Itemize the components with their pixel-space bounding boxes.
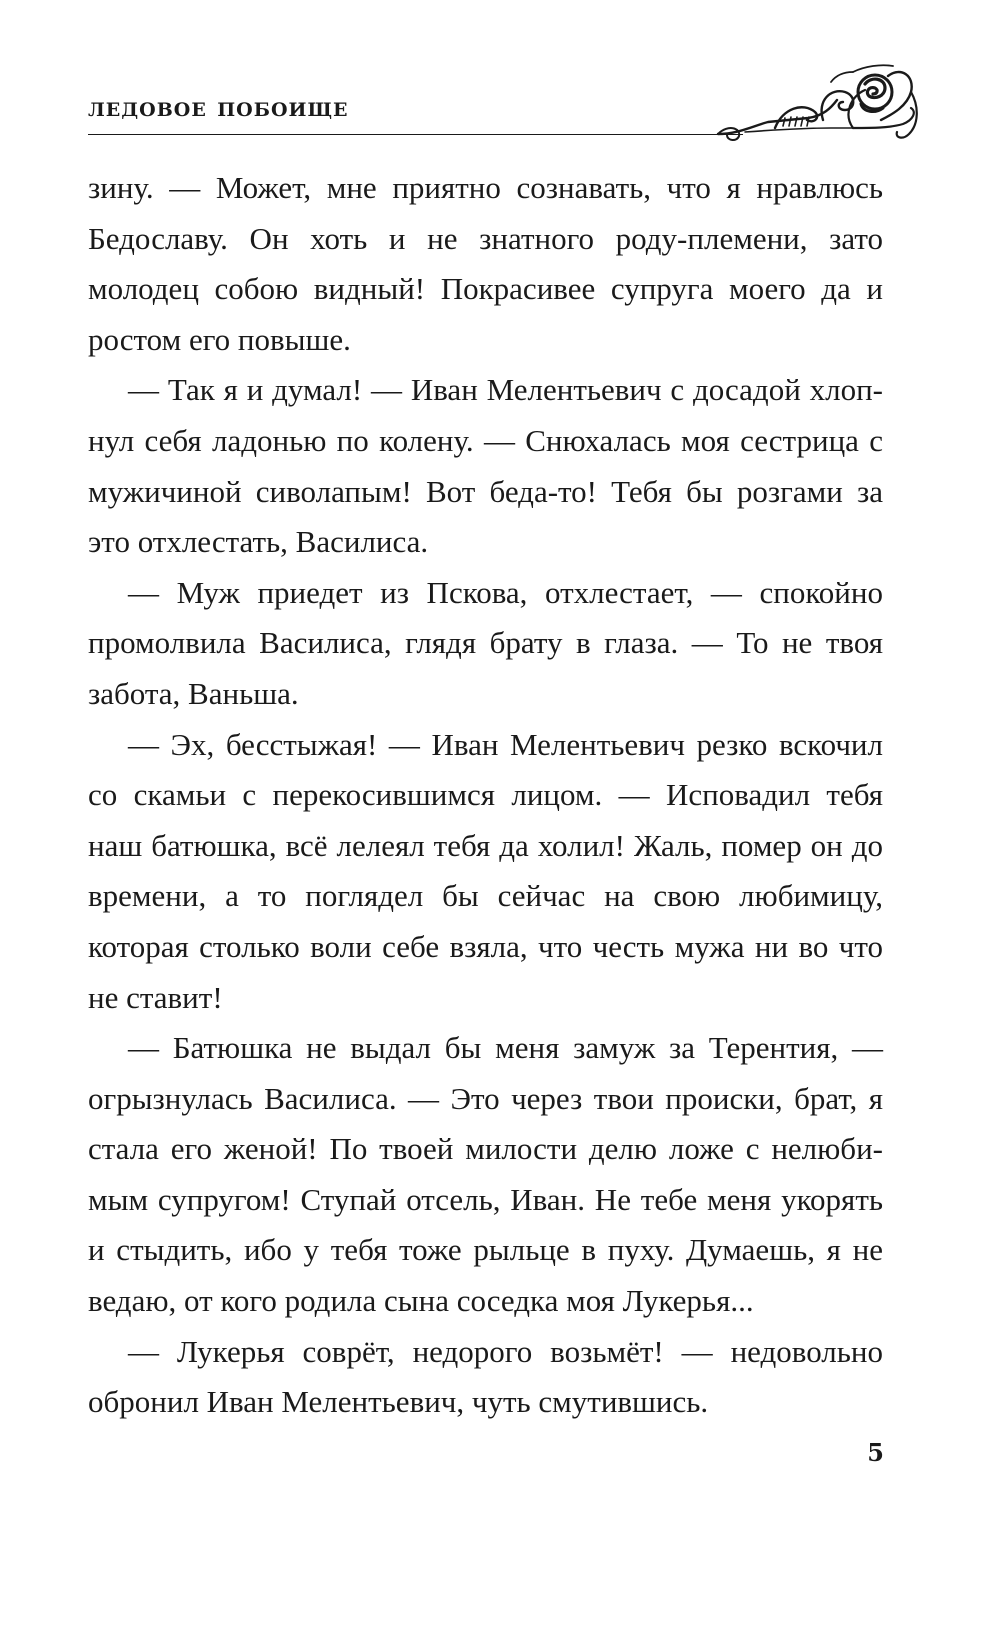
paragraph: — Эх, бесстыжая! — Иван Мелентьевич резко вскочил со скамьи с перекосившимся лицом. — Исповадил тебя наш батюшка, всё лелеял тебя да холил! Жаль, помер он до времени, а то поглядел бы сейчас на свою любимицу, которая столько воли себе взяла, что честь мужа ни во что не ставит! xyxy=(88,726,883,1015)
running-head xyxy=(88,62,920,148)
paragraph: — Так я и думал! — Иван Мелентьевич с досадой хлопнул себя ладонью по колену. — Снюхалась моя сестрица с мужичиной сиволапым! Вот беда-то! Тебя бы розгами за это отхлестать, Василиса. xyxy=(88,372,883,560)
paragraph: — Батюшка не выдал бы меня замуж за Терентия, — огрызнулась Василиса. — Это через твои происки, брат, я стала его женой! По твоей милости делю ложе с нелюбимым супругом! Ступай отсель, Иван. Не тебе меня укорять и стыдить, ибо у тебя тоже рыльце в пуху. Думаешь, я не ведаю, от кого родила сына соседка моя Лукерья... xyxy=(88,1030,883,1319)
header-rule xyxy=(88,134,743,135)
body-text xyxy=(88,163,883,1428)
paragraph: — Лукерья соврёт, недорого возьмёт! — недовольно обронил Иван Мелентьевич, чуть смутившись. xyxy=(88,1333,883,1420)
paragraph: — Муж приедет из Пскова, отхлестает, — спокойно промолвила Василиса, глядя брату в глаза. — То не твоя забота, Ваньша. xyxy=(88,574,883,711)
scroll-swash-ornament-icon xyxy=(713,62,923,152)
running-head-title: ледовое побоище xyxy=(88,92,349,123)
page-number: 5 xyxy=(867,1438,884,1467)
paragraph: зину. — Может, мне приятно сознавать, что я нравлюсь Бедославу. Он хоть и не знатного роду-племени, зато молодец собою видный! Покрасивее супруга моего да и ростом его повыше. xyxy=(88,170,883,357)
